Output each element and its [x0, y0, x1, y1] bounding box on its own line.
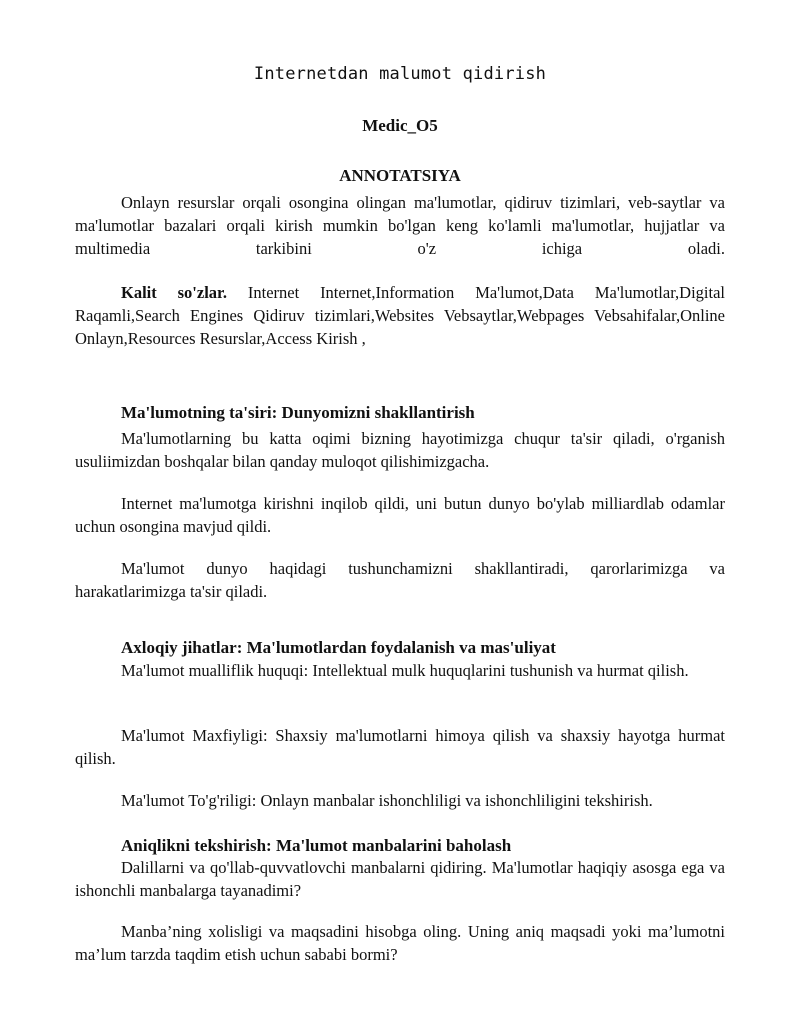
body-paragraph: Ma'lumot mualliflik huquqi: Intellektual mulk huquqlarini tushunish va hurmat qilish. — [121, 661, 689, 680]
body-paragraph: Ma'lumot dunyo haqidagi tushunchamizni shakllantiradi, qarorlarimizga va harakatlarimizga ta'sir qiladi. — [75, 559, 725, 601]
author-name: Medic_O5 — [362, 116, 438, 135]
document-title: Internetdan malumot qidirish — [253, 64, 547, 84]
body-paragraph: Dalillarni va qo'llab-quvvatlovchi manbalarni qidiring. Ma'lumotlar haqiqiy asosga ega va ishonchli manbalarga tayanadimi? — [75, 858, 725, 900]
annotation-paragraph: Onlayn resurslar orqali osongina olingan ma'lumotlar, qidiruv tizimlari, veb-saytlar va ma'lumotlar bazalari orqali kirish mumkin bo'lgan keng ko'lamli ma'lumotlar, hujjatlar va multimedia tarkibini o'z ichiga oladi. — [75, 193, 725, 258]
keywords-text: Internet Internet,Information Ma'lumot,Data Ma'lumotlar,Digital Raqamli,Search Engines Qidiruv tizimlari,Websites Vebsaytlar,Webpages Vebsahifalar,Online Onlayn,Resources Resurslar,Access Kirish , — [75, 283, 725, 348]
keywords-label: Kalit so'zlar. — [121, 283, 227, 302]
keywords-paragraph — [75, 281, 725, 350]
body-paragraph: Ma'lumot Maxfiyligi: Shaxsiy ma'lumotlarni himoya qilish va shaxsiy hayotga hurmat qilish. — [75, 726, 725, 768]
body-paragraph: Ma'lumot To'g'riligi: Onlayn manbalar ishonchliligi va ishonchliligini tekshirish. — [121, 791, 653, 810]
section-heading: Aniqlikni tekshirish: Ma'lumot manbalarini baholash — [121, 836, 512, 855]
section-heading: Ma'lumotning ta'siri: Dunyomizni shakllantirish — [121, 403, 475, 422]
body-paragraph: Internet ma'lumotga kirishni inqilob qildi, uni butun dunyo bo'ylab milliardlab odamlar uchun osongina mavjud qildi. — [75, 494, 725, 536]
body-paragraph: Manba’ning xolisligi va maqsadini hisobga oling. Uning aniq maqsadi yoki ma’lumotni ma’lum tarzda taqdim etish uchun sababi bormi? — [75, 922, 725, 964]
annotation-heading: ANNOTATSIYA — [339, 166, 461, 185]
body-paragraph: Ma'lumotlarning bu katta oqimi bizning hayotimizga chuqur ta'sir qiladi, o'rganish usuliimizdan boshqalar bilan qanday muloqot qilishimizgacha. — [75, 429, 725, 471]
section-heading: Axloqiy jihatlar: Ma'lumotlardan foydalanish va mas'uliyat — [121, 638, 556, 657]
